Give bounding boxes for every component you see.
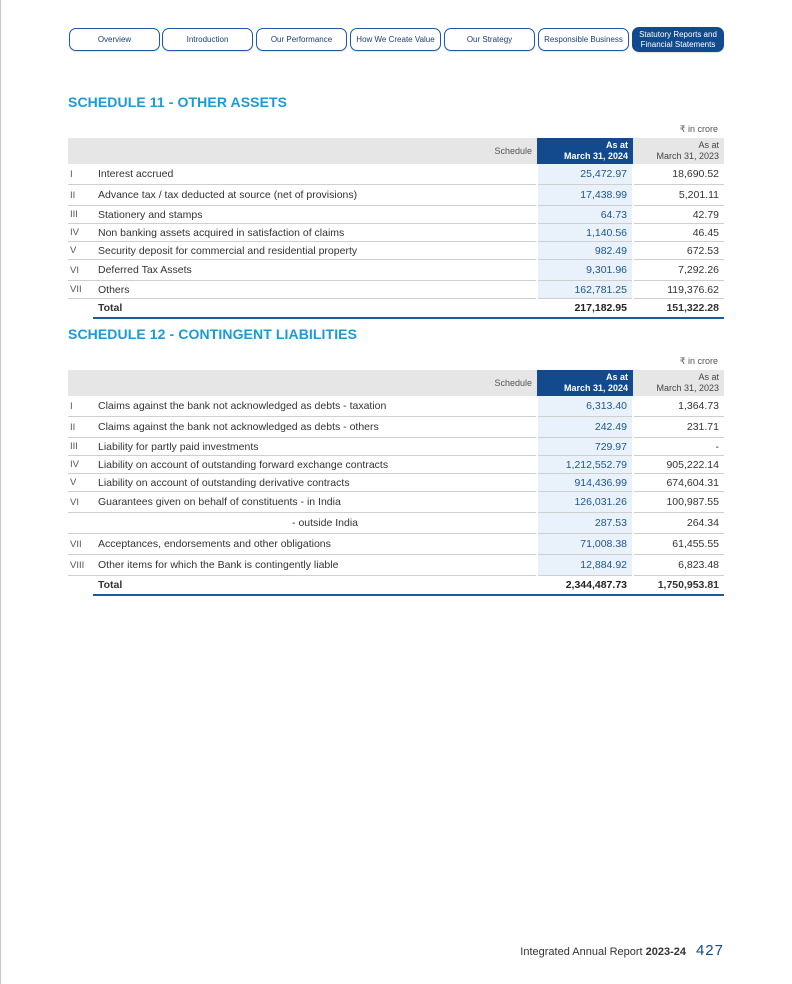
total-previous-value: 1,750,953.81 xyxy=(633,576,724,596)
table-row xyxy=(68,396,724,417)
schedule-12-unit: ₹ in crore xyxy=(679,356,718,366)
row-description: Claims against the bank not acknowledged as debts - taxation xyxy=(93,396,537,417)
row-description: Non banking assets acquired in satisfaction of claims xyxy=(93,224,537,242)
row-description: Liability on account of outstanding derivative contracts xyxy=(93,474,537,492)
tab-label: Overview xyxy=(97,35,132,44)
table-row xyxy=(68,456,724,474)
table-row xyxy=(68,492,724,513)
row-current-value: 914,436.99 xyxy=(537,474,633,492)
header-current-year xyxy=(537,138,633,164)
row-current-value: 9,301.96 xyxy=(537,260,633,281)
tab-overview[interactable] xyxy=(69,28,160,51)
footer-report-name: Integrated Annual Report xyxy=(520,946,643,958)
total-row xyxy=(68,576,724,596)
page-number: 427 xyxy=(695,942,724,959)
table-header-row xyxy=(68,138,724,164)
row-number xyxy=(68,576,93,596)
row-description: Liability on account of outstanding forward exchange contracts xyxy=(93,456,537,474)
total-current-value: 2,344,487.73 xyxy=(537,576,633,596)
row-current-value: 25,472.97 xyxy=(537,164,633,185)
table-row xyxy=(68,260,724,281)
row-description: Others xyxy=(93,281,537,299)
row-number: V xyxy=(68,242,93,260)
tab-label: Our Strategy xyxy=(466,35,513,44)
footer-report-year: 2023-24 xyxy=(645,946,686,958)
row-previous-value: 100,987.55 xyxy=(633,492,724,513)
row-current-value: 1,212,552.79 xyxy=(537,456,633,474)
table-row xyxy=(68,281,724,299)
row-description: Other items for which the Bank is contingently liable xyxy=(93,555,537,576)
tab-label: Responsible Business xyxy=(544,35,623,44)
row-number: IV xyxy=(68,224,93,242)
row-current-value: 12,884.92 xyxy=(537,555,633,576)
row-previous-value: 7,292.26 xyxy=(633,260,724,281)
row-current-value: 242.49 xyxy=(537,417,633,438)
row-current-value: 162,781.25 xyxy=(537,281,633,299)
row-number: II xyxy=(68,185,93,206)
row-description: Claims against the bank not acknowledged as debts - others xyxy=(93,417,537,438)
row-previous-value: 18,690.52 xyxy=(633,164,724,185)
tab-label: Introduction xyxy=(186,35,229,44)
row-number: III xyxy=(68,206,93,224)
table-row xyxy=(68,513,724,534)
header-line: March 31, 2024 xyxy=(563,151,628,161)
row-previous-value: 1,364.73 xyxy=(633,396,724,417)
schedule-12-title: SCHEDULE 12 - CONTINGENT LIABILITIES xyxy=(68,326,358,342)
row-description: Acceptances, endorsements and other obligations xyxy=(93,534,537,555)
table-row xyxy=(68,417,724,438)
row-previous-value: 905,222.14 xyxy=(633,456,724,474)
row-number: VI xyxy=(68,492,93,513)
table-row xyxy=(68,164,724,185)
table-row xyxy=(68,555,724,576)
row-number xyxy=(68,299,93,319)
table-row xyxy=(68,534,724,555)
row-previous-value: 264.34 xyxy=(633,513,724,534)
header-line: March 31, 2023 xyxy=(656,383,719,393)
row-previous-value: 231.71 xyxy=(633,417,724,438)
total-previous-value: 151,322.28 xyxy=(633,299,724,319)
total-label: Total xyxy=(93,299,537,319)
table-row xyxy=(68,206,724,224)
header-line: As at xyxy=(605,140,628,150)
tab-statutory-reports[interactable] xyxy=(632,27,724,52)
row-number: I xyxy=(68,164,93,185)
row-number: V xyxy=(68,474,93,492)
row-number: VIII xyxy=(68,555,93,576)
header-previous-year xyxy=(633,370,724,396)
row-description: Guarantees given on behalf of constituents - in India xyxy=(93,492,537,513)
tab-responsible-business[interactable] xyxy=(538,28,629,51)
row-current-value: 71,008.38 xyxy=(537,534,633,555)
total-row xyxy=(68,299,724,319)
table-row xyxy=(68,474,724,492)
table-row xyxy=(68,185,724,206)
row-current-value: 17,438.99 xyxy=(537,185,633,206)
row-description: Stationery and stamps xyxy=(93,206,537,224)
row-number: VI xyxy=(68,260,93,281)
row-previous-value: 119,376.62 xyxy=(633,281,724,299)
row-current-value: 729.97 xyxy=(537,438,633,456)
table-row xyxy=(68,438,724,456)
row-current-value: 6,313.40 xyxy=(537,396,633,417)
row-number: III xyxy=(68,438,93,456)
row-current-value: 287.53 xyxy=(537,513,633,534)
row-number: IV xyxy=(68,456,93,474)
schedule-11-unit: ₹ in crore xyxy=(679,124,718,134)
row-description: Security deposit for commercial and residential property xyxy=(93,242,537,260)
header-schedule: Schedule xyxy=(68,370,537,396)
tab-how-we-create-value[interactable] xyxy=(350,28,441,51)
header-line: As at xyxy=(698,140,719,150)
total-current-value: 217,182.95 xyxy=(537,299,633,319)
row-previous-value: 672.53 xyxy=(633,242,724,260)
row-description: - outside India xyxy=(93,513,537,534)
tab-label: Our Performance xyxy=(270,35,333,44)
row-previous-value: 61,455.55 xyxy=(633,534,724,555)
row-current-value: 1,140.56 xyxy=(537,224,633,242)
row-description: Advance tax / tax deducted at source (net of provisions) xyxy=(93,185,537,206)
row-number: VII xyxy=(68,281,93,299)
tab-our-performance[interactable] xyxy=(256,28,347,51)
row-current-value: 126,031.26 xyxy=(537,492,633,513)
table-header-row xyxy=(68,370,724,396)
header-line: March 31, 2023 xyxy=(656,151,719,161)
row-previous-value: 5,201.11 xyxy=(633,185,724,206)
header-line: March 31, 2024 xyxy=(563,383,628,393)
row-previous-value: 46.45 xyxy=(633,224,724,242)
header-schedule: Schedule xyxy=(68,138,537,164)
table-row xyxy=(68,224,724,242)
tab-introduction[interactable] xyxy=(162,28,253,51)
schedule-12-table xyxy=(68,370,724,596)
page-footer xyxy=(520,942,724,959)
row-current-value: 64.73 xyxy=(537,206,633,224)
row-previous-value: 42.79 xyxy=(633,206,724,224)
schedule-11-title: SCHEDULE 11 - OTHER ASSETS xyxy=(68,94,288,110)
total-label: Total xyxy=(93,576,537,596)
header-current-year xyxy=(537,370,633,396)
header-line: As at xyxy=(698,372,719,382)
row-current-value: 982.49 xyxy=(537,242,633,260)
table-row xyxy=(68,242,724,260)
schedule-11-table xyxy=(68,138,724,319)
row-previous-value: - xyxy=(633,438,724,456)
header-previous-year xyxy=(633,138,724,164)
row-number: VII xyxy=(68,534,93,555)
row-description: Liability for partly paid investments xyxy=(93,438,537,456)
tab-label: How We Create Value xyxy=(356,35,435,44)
tab-our-strategy[interactable] xyxy=(444,28,535,51)
row-previous-value: 6,823.48 xyxy=(633,555,724,576)
row-number xyxy=(68,513,93,534)
page-edge-rule xyxy=(0,0,1,984)
row-previous-value: 674,604.31 xyxy=(633,474,724,492)
tab-label: Statutory Reports and Financial Statements xyxy=(639,29,717,49)
row-number: II xyxy=(68,417,93,438)
row-description: Deferred Tax Assets xyxy=(93,260,537,281)
header-line: As at xyxy=(605,372,628,382)
row-number: I xyxy=(68,396,93,417)
row-description: Interest accrued xyxy=(93,164,537,185)
